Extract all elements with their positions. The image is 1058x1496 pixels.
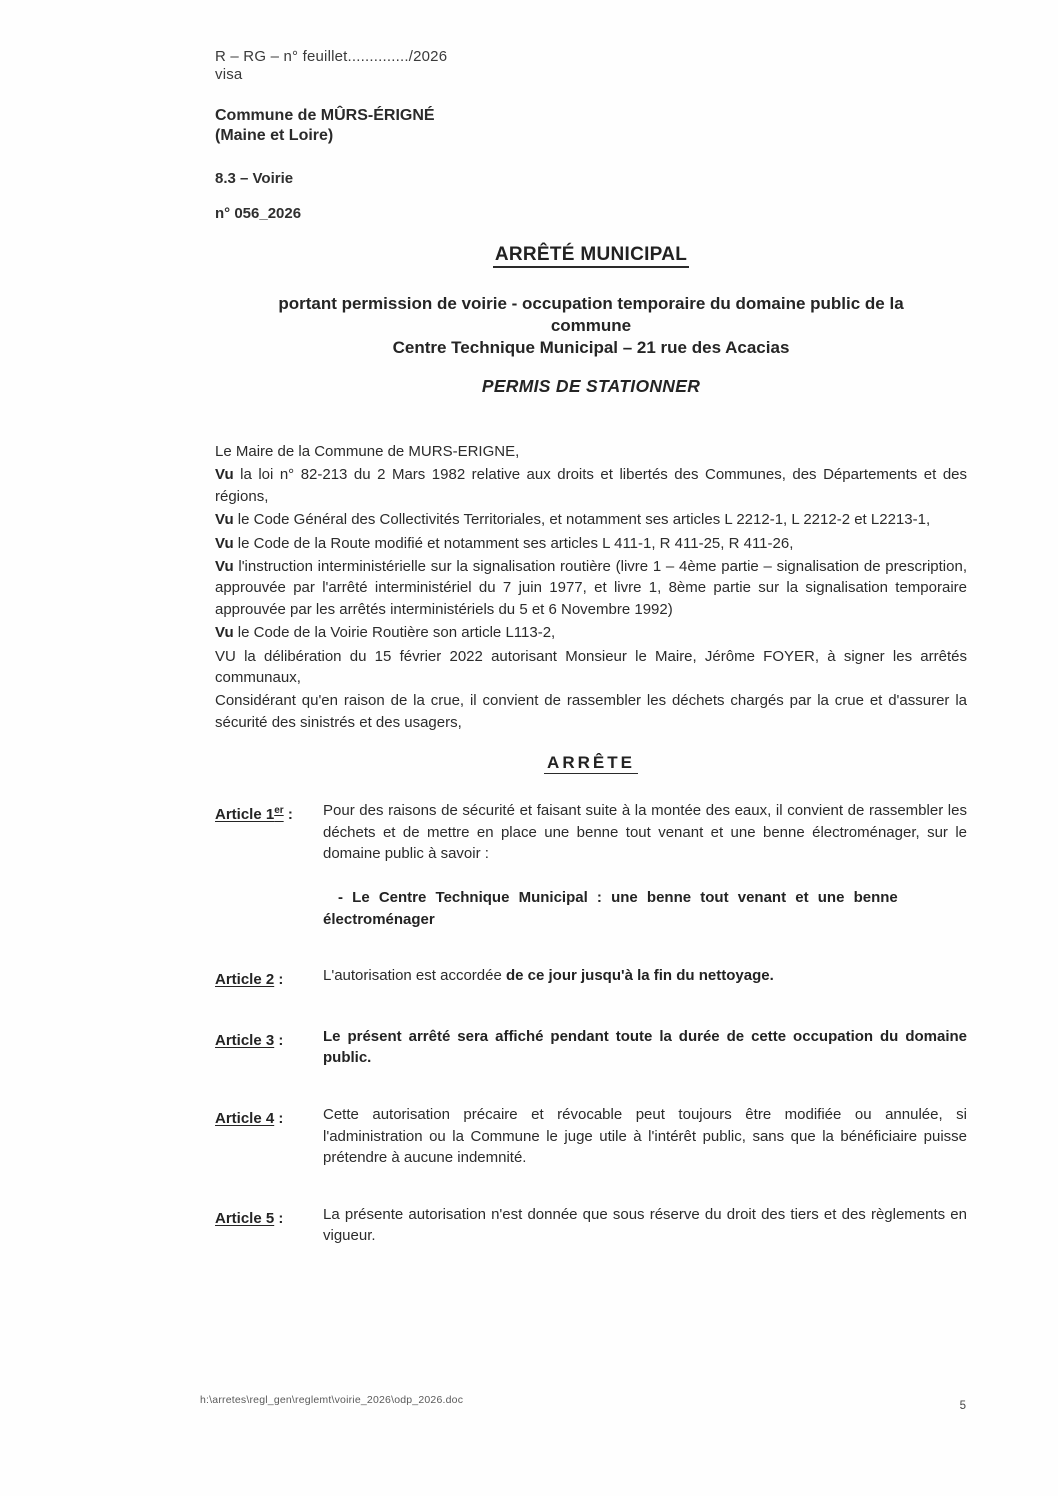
classification-code: 8.3 – Voirie [215,170,294,187]
page-number: 5 [959,1400,966,1412]
page-footer [200,1394,966,1412]
article-4-label: Article 4 : [215,1110,284,1128]
preamble-paragraph: Considérant qu'en raison de la crue, il convient de rassembler les déchets chargés par la crue et d'assurer la sécurité des sinistrés et des usagers, [215,692,967,731]
article-1 [215,800,967,930]
article-5-body [323,1204,967,1247]
article-4 [215,1104,967,1169]
subtitle-block [215,293,967,359]
article-3-body [323,1026,967,1069]
file-path: h:\arretes\regl_gen\reglemt\voirie_2026\odp_2026.doc [200,1394,464,1406]
preamble-paragraph: Vu l'instruction interministérielle sur la signalisation routière (livre 1 – 4ème partie – signalisation de prescription, approuvée par l'arrêté interministériel du 7 juin 1977, et livre 1, 8ème partie sur la signalisation temporaire approuvée par les arrêtés interministériels du 5 et 6 Novembre 1992) [215,558,967,618]
article-4-text: Cette autorisation précaire et révocable peut toujours être modifiée ou annulée, si l'administration ou la Commune le juge utile à l'intérêt public, sans que la bénéficiaire puisse prétendre à aucune indemnité. [323,1106,967,1167]
article-2-label: Article 2 : [215,971,284,989]
preamble-paragraph: Vu le Code de la Route modifié et notamment ses articles L 411-1, R 411-25, R 411-26, [215,534,794,552]
article-5-text: La présente autorisation n'est donnée que sous réserve du droit des tiers et des règlements en vigueur. [323,1205,967,1245]
subtitle-line-3: Centre Technique Municipal – 21 rue des Acacias [392,338,790,357]
article-2-text: L'autorisation est accordée de ce jour jusqu'à la fin du nettoyage. [323,967,774,985]
article-3-label: Article 3 : [215,1031,284,1049]
preamble-paragraph: Le Maire de la Commune de MURS-ERIGNE, [215,443,520,460]
article-2-body [323,965,967,987]
article-5-label: Article 5 : [215,1209,284,1227]
article-1-body [323,800,967,930]
articles-list [215,800,967,1247]
preamble-paragraph: VU la délibération du 15 février 2022 autorisant Monsieur le Maire, Jérôme FOYER, à signer les arrêtés communaux, [215,647,967,687]
preamble [215,441,967,733]
article-1-bullet-line-1: - Le Centre Technique Municipal : une benne tout venant et une benne [338,889,898,907]
subtitle-line-1: portant permission de voirie - occupation temporaire du domaine public de la [278,294,904,313]
preamble-paragraph: Vu la loi n° 82-213 du 2 Mars 1982 relative aux droits et libertés des Communes, des Départements et des régions, [215,466,967,505]
article-2 [215,965,967,991]
article-3-text: Le présent arrêté sera affiché pendant toute la durée de cette occupation du domaine public. [323,1027,967,1067]
article-1-text: Pour des raisons de sécurité et faisant suite à la montée des eaux, il convient de rassembler les déchets et de mettre en place une benne tout venant et une benne électroménager, sur le domaine public à savoir : [323,802,967,863]
article-3 [215,1026,967,1069]
article-1-bullet-line-2: électroménager [323,910,435,928]
decree-heading [215,753,967,773]
article-5 [215,1204,967,1247]
departement-name: (Maine et Loire) [215,127,334,144]
commune-block [215,106,967,146]
main-title [215,244,967,266]
act-number: n° 056_2026 [215,205,302,222]
permit-title: PERMIS DE STATIONNER [481,376,701,396]
visa-label: visa [215,66,243,83]
registry-reference-line: R – RG – n° feuillet............../2026 [215,48,448,65]
preamble-paragraph: Vu le Code Général des Collectivités Territoriales, et notamment ses articles L 2212-1, L 2212-2 et L2213-1, [215,511,931,529]
preamble-paragraph: Vu le Code de la Voirie Routière son article L113-2, [215,624,556,642]
document-header [215,48,967,223]
subtitle-line-2: commune [550,316,632,335]
document-content [215,0,967,1282]
article-4-body [323,1104,967,1169]
article-1-label: Article 1er : [215,805,293,824]
decree-heading-text: ARRÊTE [544,753,638,774]
commune-name: Commune de MÛRS-ÉRIGNÉ [215,107,435,124]
main-title-text: ARRÊTÉ MUNICIPAL [493,244,689,268]
